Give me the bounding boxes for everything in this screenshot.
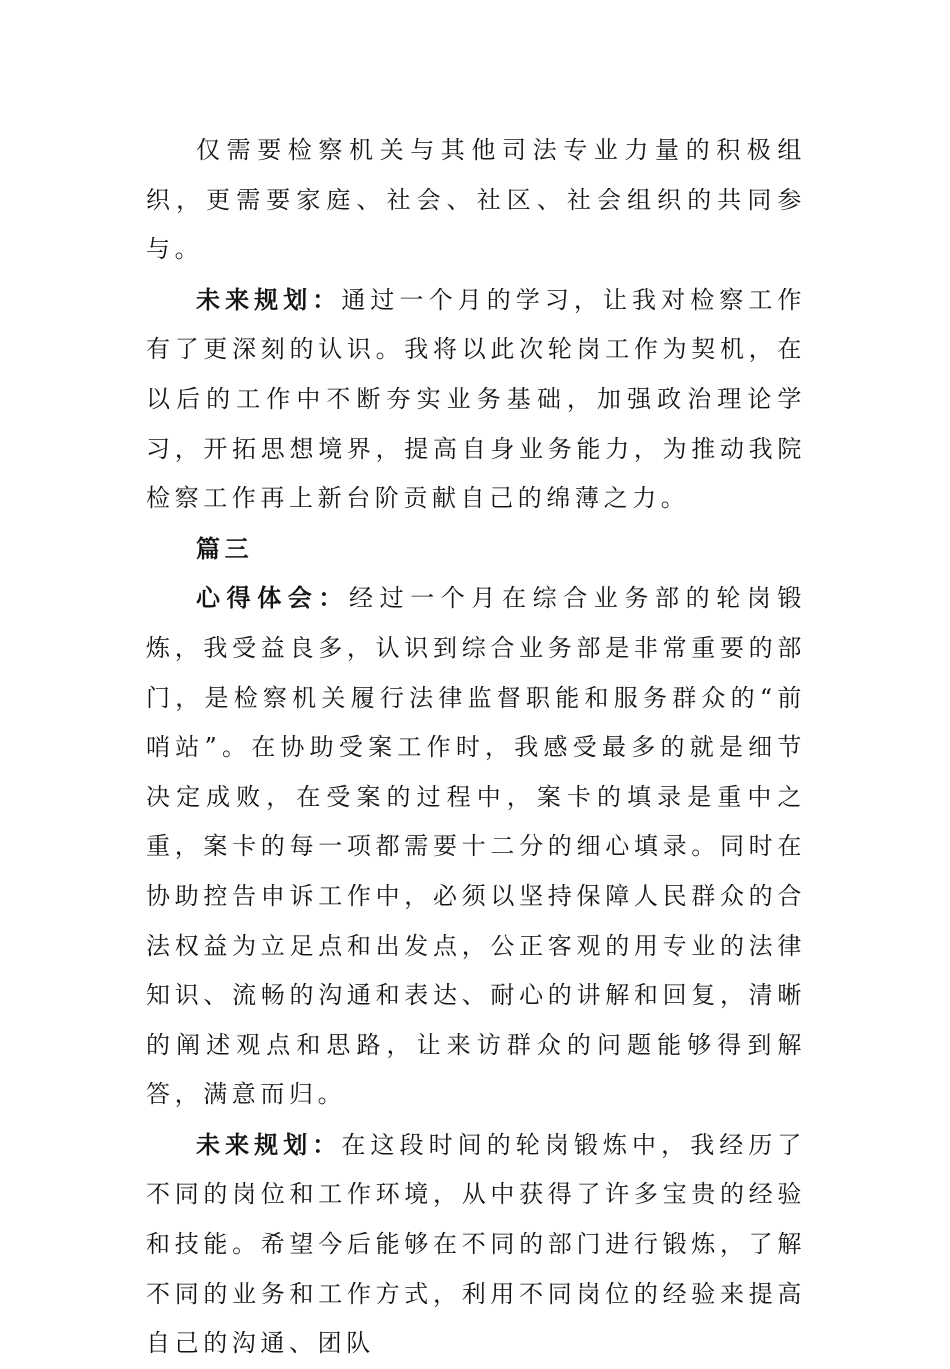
paragraph-lead: 未来规划：	[196, 284, 342, 314]
paragraph-text: 通过一个月的学习，让我对检察工作有了更深刻的认识。我将以此次轮岗工作为契机，在以后的工作中不断夯实业务基础，加强政治理论学习，开拓思想境界，提高自身业务能力，为推动我院检察工作再上新台阶贡献自己的绵薄之力。	[146, 285, 807, 513]
paragraph-lead: 心得体会：	[196, 583, 349, 613]
paragraph-experience	[146, 573, 806, 1120]
paragraph-future-plan-2	[146, 1120, 806, 1369]
document-body	[146, 126, 806, 1369]
paragraph-text: 在这段时间的轮岗锻炼中，我经历了不同的岗位和工作环境，从中获得了许多宝贵的经验和技能。希望今后能够在不同的部门进行锻炼，了解不同的业务和工作方式，利用不同岗位的经验来提高自己的沟通、团队	[146, 1130, 807, 1358]
paragraph-text: 仅需要检察机关与其他司法专业力量的积极组织，更需要家庭、社会、社区、社会组织的共同参与。	[146, 136, 806, 264]
section-heading	[146, 524, 806, 574]
paragraph-future-plan	[146, 275, 806, 524]
paragraph-lead: 未来规划：	[196, 1129, 342, 1159]
paragraph-text: 经过一个月在综合业务部的轮岗锻炼，我受益良多，认识到综合业务部是非常重要的部门，是检察机关履行法律监督职能和服务群众的“前哨站”。在协助受案工作时，我感受最多的就是细节决定成败，在受案的过程中，案卡的填录是重中之重，案卡的每一项都需要十二分的细心填录。同时在协助控告申诉工作中，必须以坚持保障人民群众的合法权益为立足点和出发点，公正客观的用专业的法律知识、流畅的沟通和表达、耐心的讲解和回复，清晰的阐述观点和思路，让来访群众的问题能够得到解答，满意而归。	[146, 584, 806, 1109]
paragraph-continuation	[146, 126, 806, 275]
section-heading-text: 篇三	[196, 533, 254, 563]
